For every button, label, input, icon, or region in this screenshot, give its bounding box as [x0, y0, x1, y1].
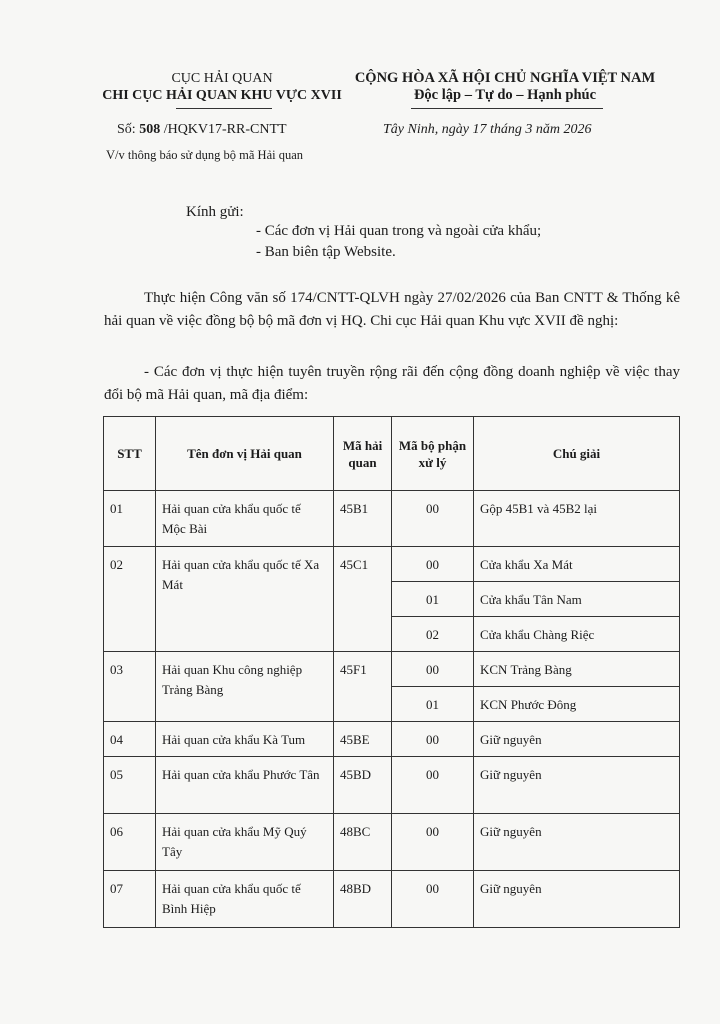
cell-note: Cửa khẩu Xa Mát [474, 547, 680, 582]
cell-dept-code: 01 [392, 582, 474, 617]
header-customs-code: Mã hải quan [334, 417, 392, 491]
cell-note: Cửa khẩu Chàng Riệc [474, 617, 680, 652]
cell-dept-code: 01 [392, 687, 474, 722]
number-value: 508 [139, 122, 161, 137]
cell-unit-name: Hải quan cửa khẩu quốc tế Bình Hiệp [156, 871, 334, 928]
cell-note: Giữ nguyên [474, 757, 680, 814]
cell-dept-code: 00 [392, 491, 474, 547]
cell-dept-code: 00 [392, 757, 474, 814]
cell-stt: 06 [104, 814, 156, 871]
cell-customs-code: 48BC [334, 814, 392, 871]
body-paragraph-2 [104, 361, 680, 407]
header-note: Chú giải [474, 417, 680, 491]
cell-unit-name: Hải quan cửa khẩu Mỹ Quý Tây [156, 814, 334, 871]
salutation: Kính gửi: [186, 204, 244, 220]
table-row [104, 757, 680, 814]
table-header-row [104, 417, 680, 491]
recipient-2: - Ban biên tập Website. [256, 244, 396, 260]
issuing-agency: CHI CỤC HẢI QUAN KHU VỰC XVII [102, 88, 342, 103]
cell-dept-code: 00 [392, 814, 474, 871]
document-date: Tây Ninh, ngày 17 tháng 3 năm 2026 [383, 122, 592, 137]
cell-unit-name: Hải quan Khu công nghiệp Trảng Bàng [156, 652, 334, 722]
cell-note: KCN Trảng Bàng [474, 652, 680, 687]
header-dept-code: Mã bộ phận xử lý [392, 417, 474, 491]
recipient-1: - Các đơn vị Hải quan trong và ngoài cửa khẩu; [256, 223, 542, 239]
document-subject: V/v thông báo sử dụng bộ mã Hải quan [106, 148, 304, 162]
cell-unit-name: Hải quan cửa khẩu Phước Tân [156, 757, 334, 814]
cell-stt: 03 [104, 652, 156, 722]
parent-agency: CỤC HẢI QUAN [171, 71, 273, 86]
cell-stt: 02 [104, 547, 156, 652]
cell-note: Giữ nguyên [474, 722, 680, 757]
header-stt: STT [104, 417, 156, 491]
table-row [104, 871, 680, 928]
cell-note: KCN Phước Đông [474, 687, 680, 722]
paragraph-2-text: - Các đơn vị thực hiện tuyên truyền rộng rãi đến cộng đồng doanh nghiệp về việc thay đổi bộ mã Hải quan, mã địa điểm: [104, 364, 680, 403]
paragraph-1-text: Thực hiện Công văn số 174/CNTT-QLVH ngày 27/02/2026 của Ban CNTT & Thống kê hải quan về việc đồng bộ bộ mã đơn vị HQ. Chi cục Hải quan Khu vực XVII đề nghị: [104, 290, 680, 329]
cell-unit-name: Hải quan cửa khẩu quốc tế Mộc Bài [156, 491, 334, 547]
cell-note: Giữ nguyên [474, 871, 680, 928]
cell-customs-code: 45BE [334, 722, 392, 757]
national-header [345, 70, 665, 104]
cell-customs-code: 45B1 [334, 491, 392, 547]
motto-underline [411, 108, 603, 109]
cell-dept-code: 00 [392, 652, 474, 687]
table-row [104, 722, 680, 757]
cell-note: Gộp 45B1 và 45B2 lại [474, 491, 680, 547]
cell-stt: 04 [104, 722, 156, 757]
number-prefix: Số: [117, 122, 140, 137]
cell-stt: 01 [104, 491, 156, 547]
document-number [117, 122, 287, 138]
cell-dept-code: 00 [392, 871, 474, 928]
cell-customs-code: 48BD [334, 871, 392, 928]
cell-customs-code: 45BD [334, 757, 392, 814]
cell-dept-code: 00 [392, 547, 474, 582]
country-name: CỘNG HÒA XÃ HỘI CHỦ NGHĨA VIỆT NAM [354, 70, 656, 86]
cell-customs-code: 45C1 [334, 547, 392, 652]
cell-customs-code: 45F1 [334, 652, 392, 722]
cell-dept-code: 02 [392, 617, 474, 652]
national-motto: Độc lập – Tự do – Hạnh phúc [413, 87, 597, 103]
table-row [104, 652, 680, 687]
table-row [104, 491, 680, 547]
table-row [104, 547, 680, 582]
cell-unit-name: Hải quan cửa khẩu Kà Tum [156, 722, 334, 757]
agency-underline [176, 108, 272, 109]
header-unit-name: Tên đơn vị Hải quan [156, 417, 334, 491]
issuing-agency-header [72, 70, 372, 104]
cell-dept-code: 00 [392, 722, 474, 757]
cell-note: Cửa khẩu Tân Nam [474, 582, 680, 617]
table-row [104, 814, 680, 871]
number-code: /HQKV17-RR-CNTT [160, 122, 287, 137]
customs-code-table [103, 416, 680, 928]
cell-note: Giữ nguyên [474, 814, 680, 871]
cell-stt: 07 [104, 871, 156, 928]
cell-unit-name: Hải quan cửa khẩu quốc tế Xa Mát [156, 547, 334, 652]
body-paragraph-1 [104, 287, 680, 333]
cell-stt: 05 [104, 757, 156, 814]
